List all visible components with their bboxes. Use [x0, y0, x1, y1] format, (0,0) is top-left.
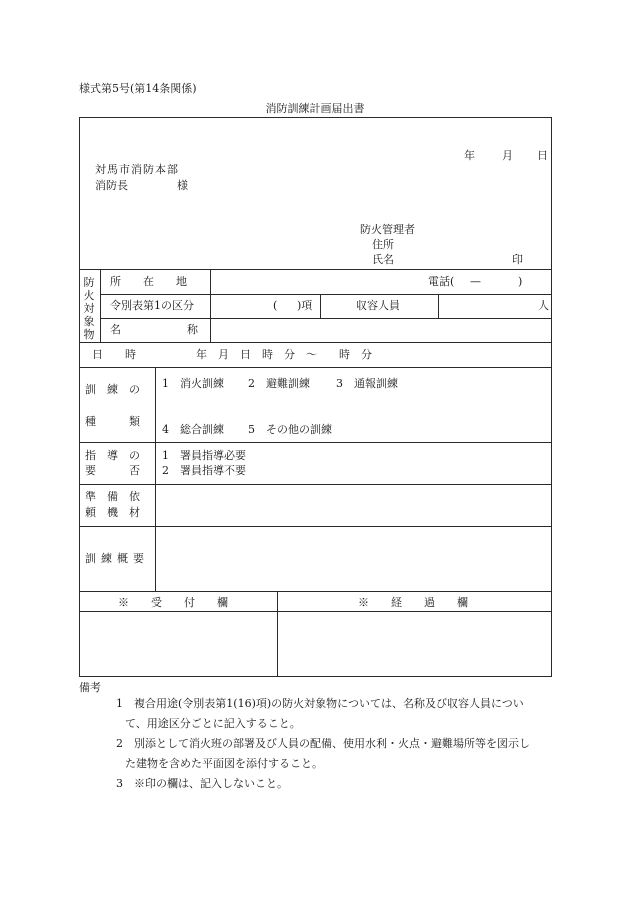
addressee-honorific: 様 — [177, 179, 188, 192]
submitter-address-label: 住所 — [372, 238, 394, 251]
reception-header: ※ 受 付 欄 — [118, 596, 228, 609]
training-type-opt1: 1 消火訓練 — [162, 377, 224, 390]
remarks-heading: 備考 — [79, 681, 101, 694]
row-line — [79, 442, 552, 443]
training-type-opt3: 3 通報訓練 — [336, 377, 398, 390]
progress-header: ※ 経 過 欄 — [358, 596, 468, 609]
row-line — [79, 526, 552, 527]
capacity-unit: 人 — [538, 299, 549, 312]
remark-2-line-2: た建物を含めた平面図を添付すること。 — [125, 757, 323, 770]
guidance-opt2: 2 署員指導不要 — [162, 464, 246, 477]
row-line — [100, 318, 552, 319]
usage-close: )項 — [297, 299, 313, 312]
col-line — [155, 367, 156, 592]
table-border-left — [79, 117, 80, 677]
addressee-line2: 消防長 — [95, 179, 128, 192]
target-name-label: 名 称 — [110, 323, 198, 336]
submitter-name-label: 氏名 — [372, 253, 394, 266]
equipment-label-bottom: 頼 機 材 — [85, 506, 140, 519]
table-border-top — [79, 117, 552, 118]
remark-1-line-2: て、用途区分ごとに記入すること。 — [125, 717, 301, 730]
training-type-label-top: 訓 練 の — [85, 383, 140, 396]
date-day: 日 — [537, 149, 548, 162]
col-line — [438, 294, 439, 319]
col-line — [210, 269, 211, 343]
training-type-opt5: 5 その他の訓練 — [248, 423, 332, 436]
target-label: 防火対象物 — [83, 276, 95, 341]
training-type-opt2: 2 避難訓練 — [248, 377, 310, 390]
table-border-bottom — [79, 676, 552, 677]
phone-close: ) — [518, 275, 523, 288]
date-year: 年 — [464, 149, 475, 162]
row-line — [79, 484, 552, 485]
row-line — [79, 591, 552, 592]
guidance-opt1: 1 署員指導必要 — [162, 449, 246, 462]
location-label: 所 在 地 — [110, 275, 187, 288]
usage-open: ( — [273, 299, 278, 312]
row-line — [79, 342, 552, 343]
training-type-opt4: 4 総合訓練 — [162, 423, 224, 436]
col-line — [100, 269, 101, 343]
remarks-notes — [116, 694, 556, 794]
equipment-label-top: 準 備 依 — [85, 490, 140, 503]
row-line — [79, 611, 552, 612]
submitter-role: 防火管理者 — [360, 223, 415, 236]
guidance-label-top: 指 導 の — [85, 449, 140, 462]
row-line — [79, 269, 552, 270]
row-line — [100, 294, 552, 295]
col-line — [320, 294, 321, 319]
training-type-label-bottom: 種 類 — [85, 415, 140, 428]
row-line — [79, 367, 552, 368]
date-month: 月 — [502, 149, 513, 162]
remark-2-line-1: 2 別添として消火班の部署及び人員の配備、使用水利・火点・避難場所等を図示し — [116, 737, 530, 750]
datetime-value: 年 月 日 時 分 ～ 時 分 — [196, 348, 372, 361]
remark-3: 3 ※印の欄は、記入しないこと。 — [116, 777, 288, 790]
addressee-line1: 対馬市消防本部 — [95, 163, 179, 176]
guidance-label-bottom: 要 否 — [85, 464, 140, 477]
form-number: 様式第5号(第14条関係) — [79, 82, 197, 95]
summary-label: 訓練概要 — [85, 552, 149, 565]
remark-1-line-1: 1 複合用途(令別表第1(16)項)の防火対象物については、名称及び収容人員につい — [116, 697, 524, 710]
usage-label: 令別表第1の区分 — [110, 299, 194, 312]
phone-label: 電話( — [428, 275, 455, 288]
phone-dash: — — [470, 275, 481, 288]
document-title: 消防訓練計画届出書 — [265, 102, 365, 115]
capacity-label: 収容人員 — [356, 299, 400, 312]
datetime-label: 日 時 — [92, 348, 136, 361]
col-line — [277, 591, 278, 677]
table-border-right — [551, 117, 552, 677]
submitter-seal: 印 — [512, 253, 523, 266]
